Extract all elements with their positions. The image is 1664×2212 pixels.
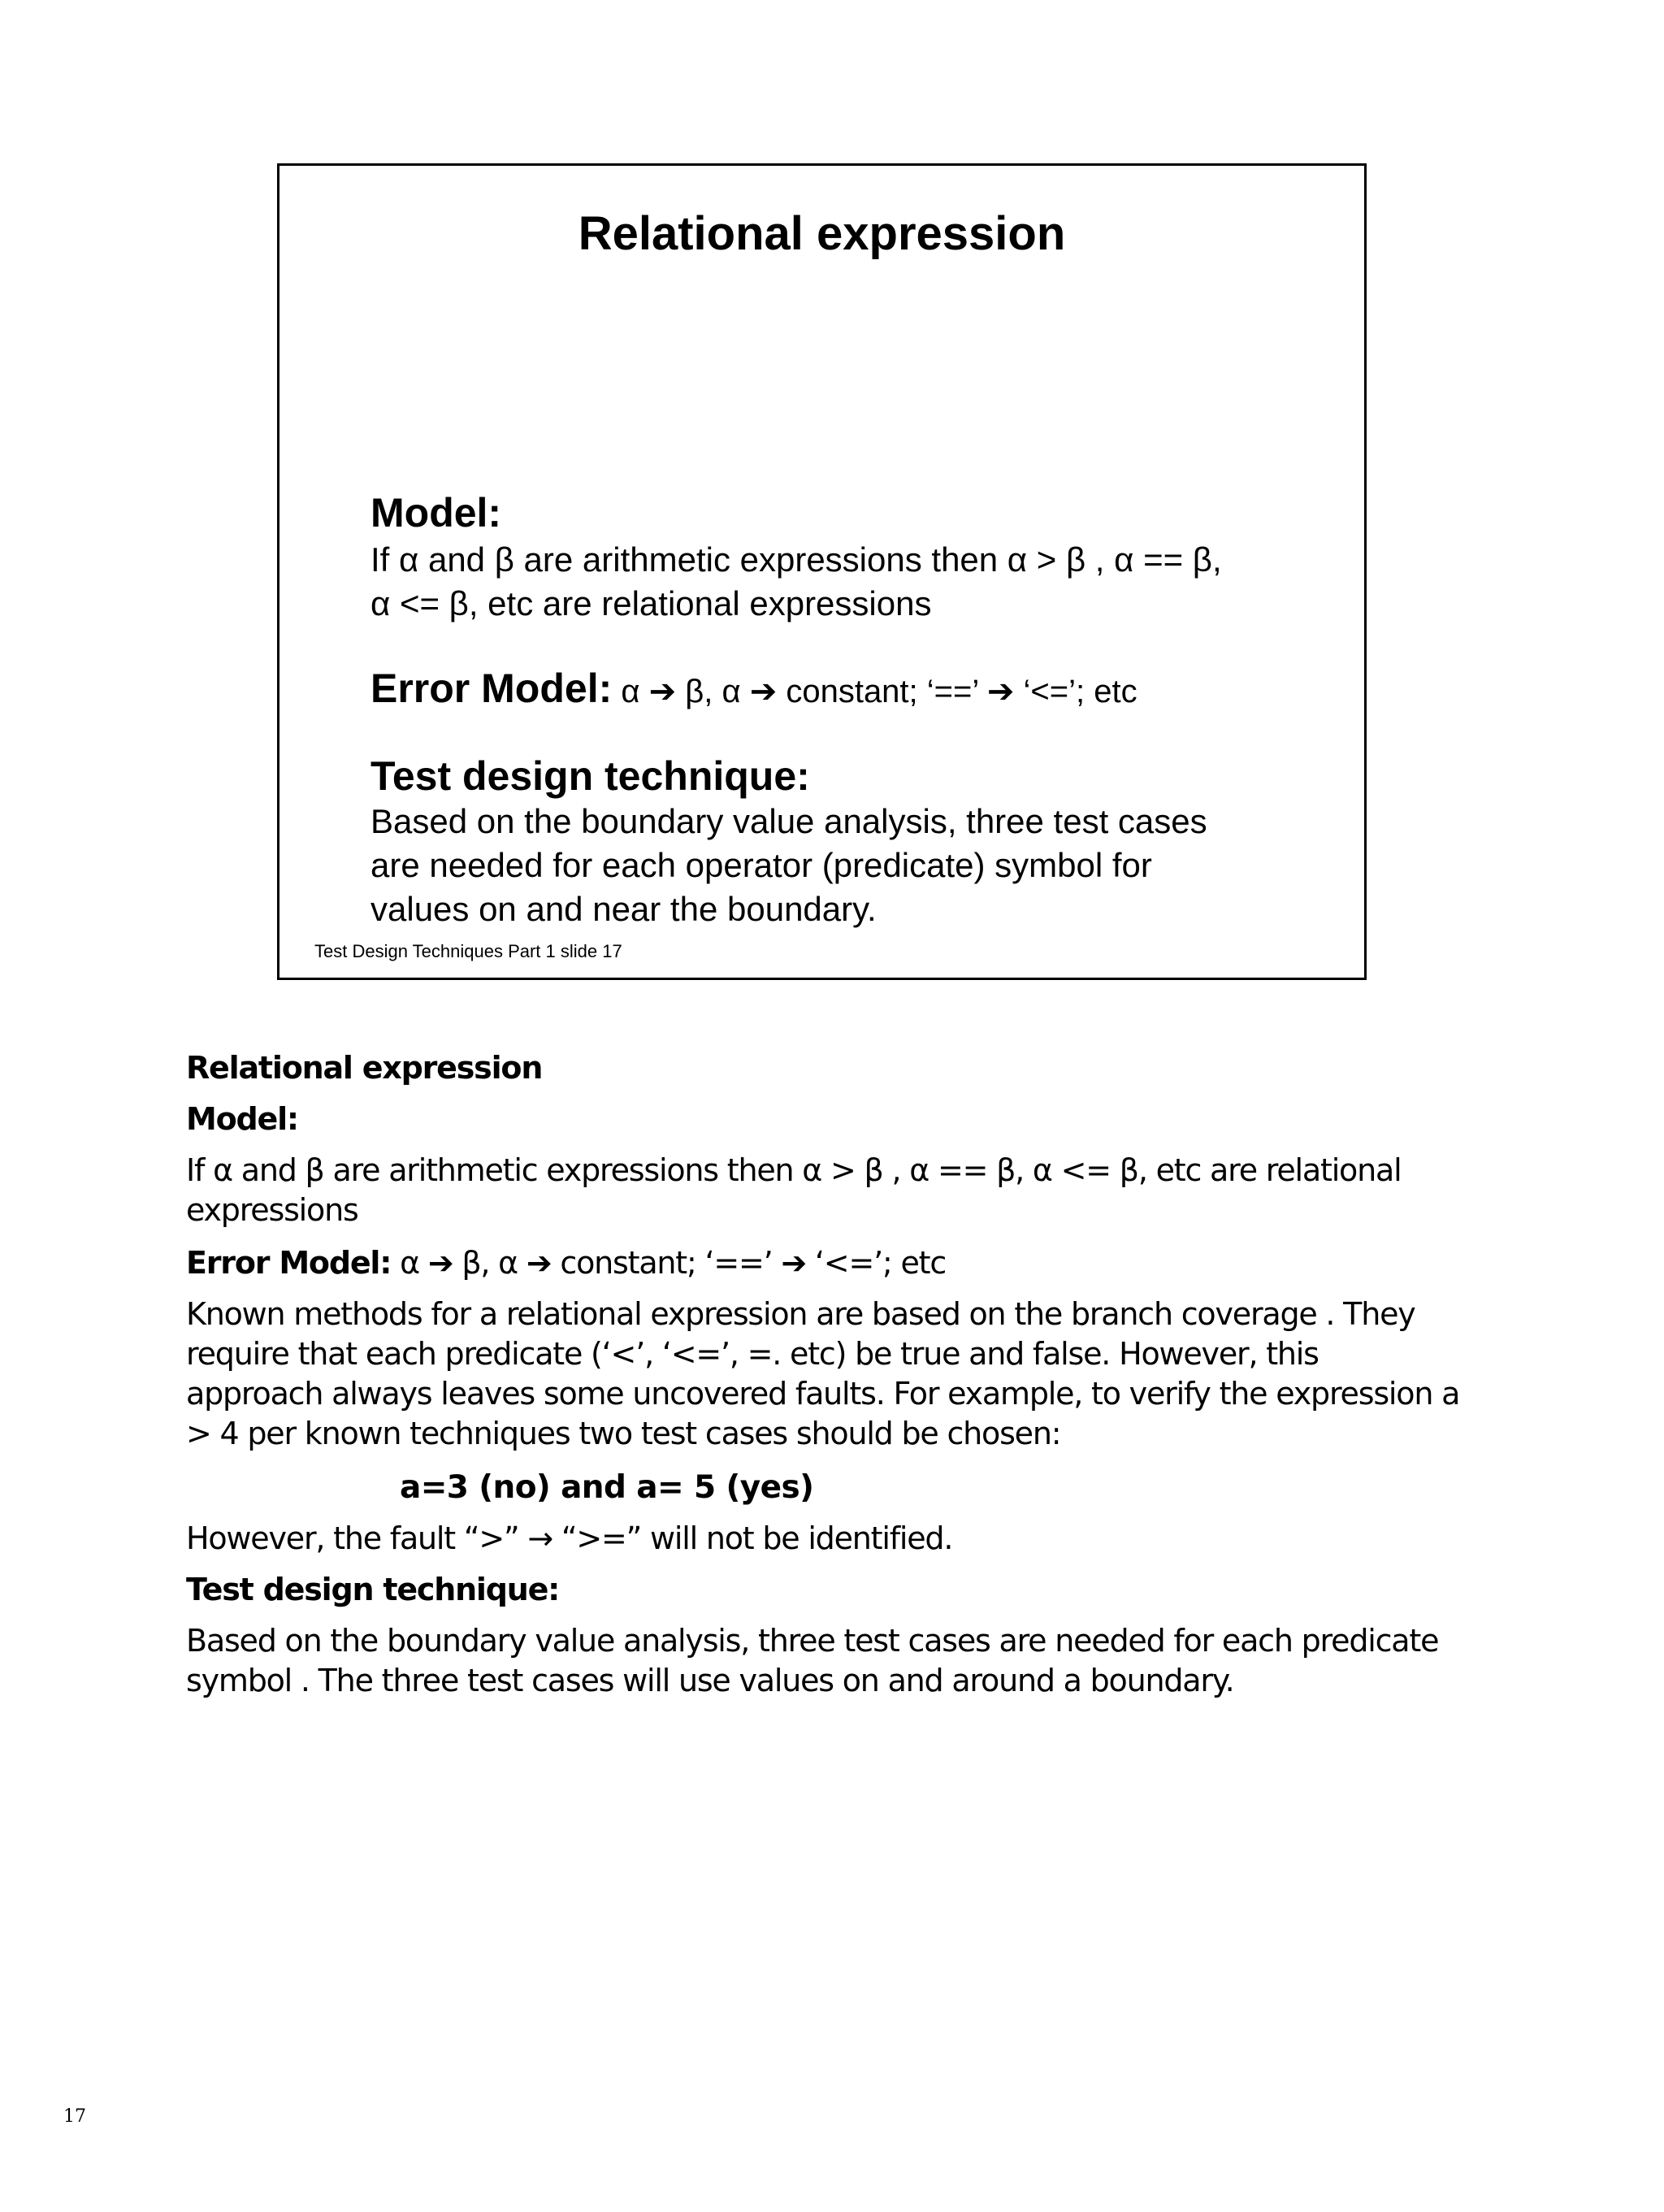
notes-error-model: [186, 1243, 1486, 1283]
notes-technique-line-1: Based on the boundary value analysis, three test cases are needed for each predicate: [186, 1623, 1439, 1659]
slide-technique-text-2: are needed for each operator (predicate) symbol for: [370, 846, 1152, 884]
notes-known-line-1: Known methods for a relational expression are based on the branch coverage . They: [186, 1296, 1415, 1332]
slide-model-heading: Model:: [370, 490, 502, 536]
notes-fault: However, the fault “>” → “>=” will not be identified.: [186, 1520, 953, 1556]
slide-model-text-1: If α and β are arithmetic expressions then α > β , α == β,: [370, 540, 1222, 579]
notes-model-heading: Model:: [186, 1101, 298, 1137]
slide-model-text-2: α <= β, etc are relational expressions: [370, 584, 932, 622]
page-number: 17: [63, 2106, 86, 2127]
notes-known-line-3: approach always leaves some uncovered faults. For example, to verify the expression a: [186, 1376, 1460, 1412]
notes-known-line-4: > 4 per known techniques two test cases should be chosen:: [186, 1416, 1061, 1451]
notes-technique-line-2: symbol . The three test cases will use values on and around a boundary.: [186, 1663, 1234, 1698]
notes-example: a=3 (no) and a= 5 (yes): [400, 1469, 814, 1506]
notes-title: Relational expression: [186, 1050, 543, 1086]
notes-known-line-2: require that each predicate (‘<’, ‘<=’, =. etc) be true and false. However, this: [186, 1336, 1319, 1372]
notes-model-text-2: expressions: [186, 1192, 358, 1228]
notes-error-model-text: α ➔ β, α ➔ constant; ‘==’ ➔ ‘<=’; etc: [391, 1245, 947, 1281]
notes-model-text-1: If α and β are arithmetic expressions then α > β , α == β, α <= β, etc are relational: [186, 1152, 1402, 1188]
slide-technique-text-3: values on and near the boundary.: [370, 890, 877, 928]
slide-error-model-heading: Error Model:: [370, 666, 613, 711]
slide-technique-heading: Test design technique:: [370, 753, 810, 799]
slide-error-model: [370, 665, 1138, 715]
slide-frame: [277, 163, 1367, 980]
notes-error-model-heading: Error Model:: [186, 1245, 392, 1281]
notes-technique-heading: Test design technique:: [186, 1572, 560, 1607]
slide-footer: Test Design Techniques Part 1 slide 17: [314, 941, 622, 961]
slide-error-model-text: α ➔ β, α ➔ constant; ‘==’ ➔ ‘<=’; etc: [612, 674, 1138, 709]
slide-title: Relational expression: [578, 207, 1066, 260]
slide-technique-text-1: Based on the boundary value analysis, three test cases: [370, 802, 1207, 840]
